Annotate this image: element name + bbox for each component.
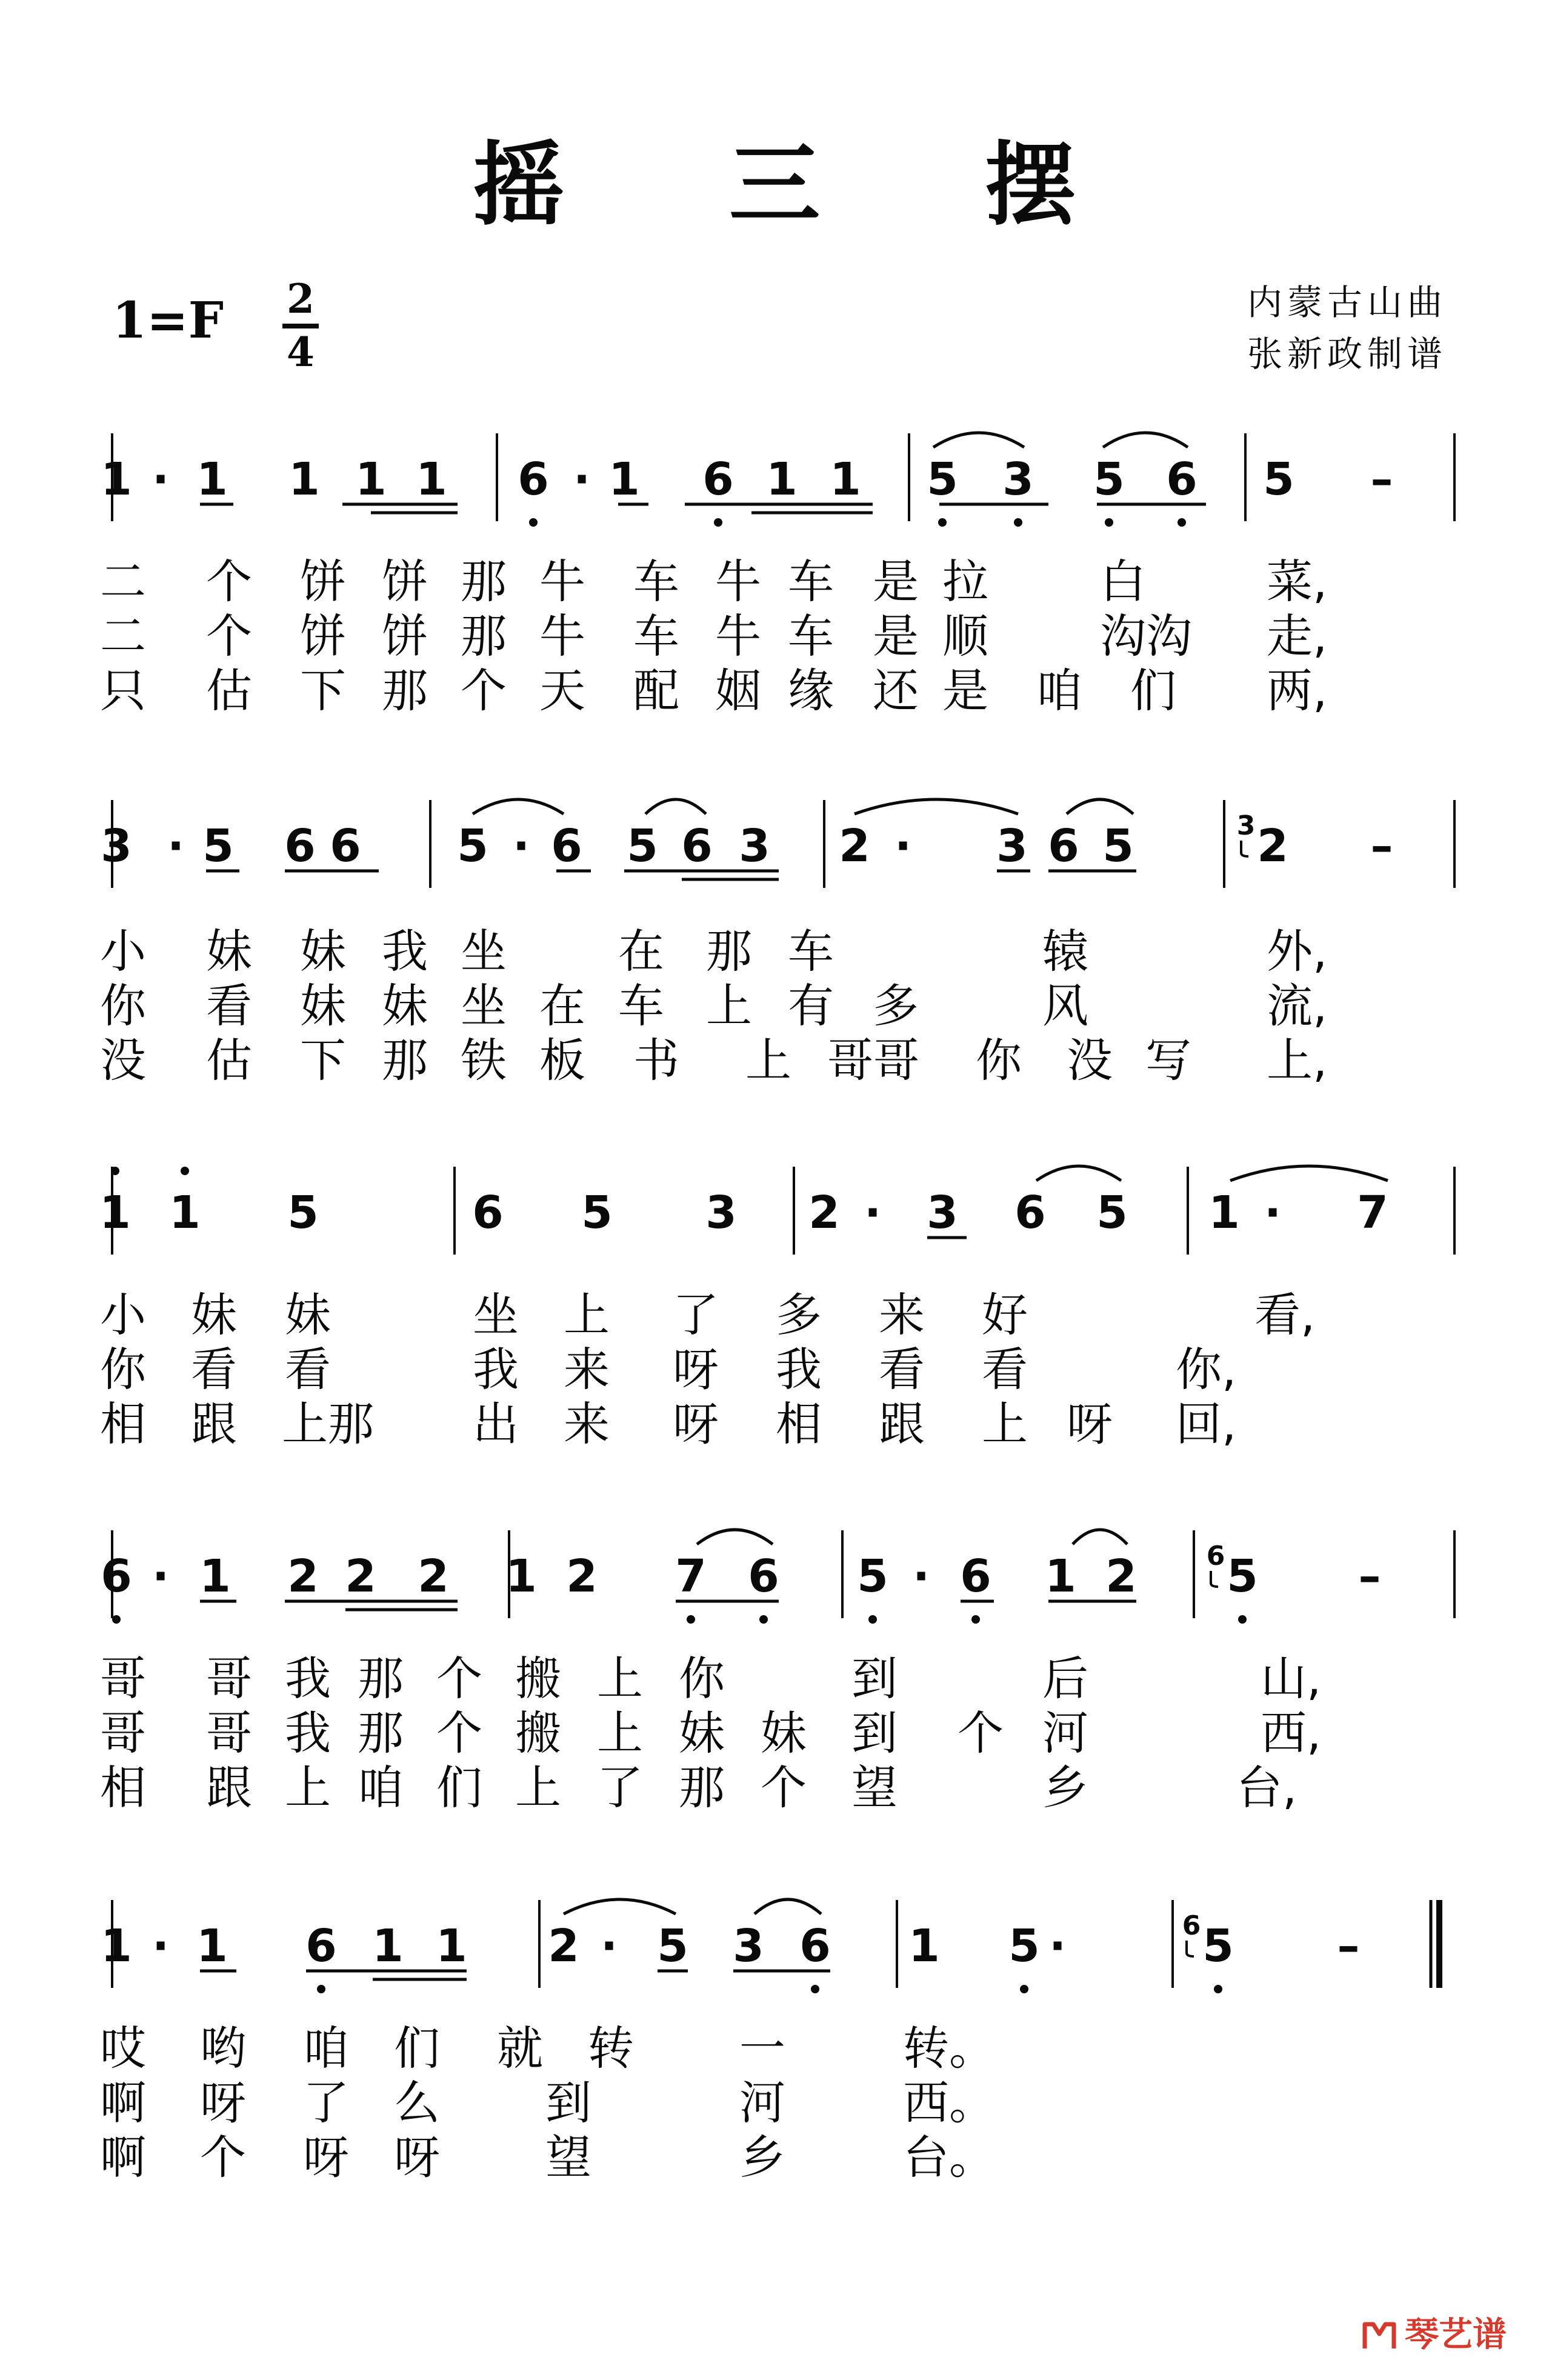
note: 1 — [608, 453, 640, 505]
note: 6 — [748, 1550, 779, 1602]
origin-credit: 内蒙古山曲 — [1247, 282, 1447, 323]
lyric-syllable: 沟沟 — [1100, 609, 1192, 663]
lyric-syllable: 牛 — [539, 609, 585, 663]
grace-note-hook — [1241, 841, 1248, 856]
lower-octave-dot — [529, 518, 538, 527]
lyric-syllable: 西, — [1261, 1706, 1322, 1760]
note: 3 — [739, 820, 770, 872]
lyric-syllable: 哎 — [100, 2021, 146, 2075]
lyric-syllable: 哥 — [100, 1706, 146, 1760]
lower-octave-dot — [971, 1615, 980, 1624]
lyric-syllable: 估 — [206, 664, 252, 718]
note: 7 — [675, 1550, 707, 1602]
slur — [697, 1530, 773, 1544]
upper-octave-dot — [111, 1167, 119, 1175]
lyric-syllable: 到 — [851, 1706, 898, 1760]
lyric-syllable: 配 — [633, 664, 679, 718]
note: 1 — [288, 453, 320, 505]
lyric-syllable: 咱 — [303, 2021, 349, 2075]
lyric-syllable: 板 — [539, 1033, 585, 1087]
lyric-syllable: 看 — [285, 1342, 331, 1396]
lyric-syllable: 车 — [618, 979, 664, 1033]
lower-octave-dot — [1105, 518, 1113, 527]
lyric-syllable: 小 — [100, 924, 146, 978]
lyric-syllable: 外, — [1267, 924, 1328, 978]
lyric-syllable: 多 — [873, 979, 919, 1033]
lower-octave-dot — [317, 1985, 325, 1993]
note: 5 — [857, 1550, 888, 1602]
note: 7 — [1357, 1187, 1388, 1239]
note: 1 — [101, 453, 132, 505]
note: 5 — [927, 453, 958, 505]
grace-note-hook — [1187, 1941, 1194, 1956]
lyric-syllable: 来 — [564, 1397, 610, 1451]
lyric-syllable: 菜, — [1267, 555, 1328, 608]
note: 1 — [416, 453, 447, 505]
lyric-syllable: 那 — [382, 1033, 428, 1087]
dot-extension: · — [167, 820, 185, 872]
dash-extension: – — [1337, 1920, 1360, 1972]
note: 1 — [101, 1920, 132, 1972]
slur — [755, 1899, 821, 1914]
note: 2 — [287, 1550, 319, 1602]
lyric-syllable: 搬 — [515, 1706, 561, 1760]
lower-octave-dot — [1238, 1615, 1247, 1624]
lyric-syllable: 回, — [1176, 1397, 1237, 1451]
lyric-syllable: 二 — [100, 555, 146, 608]
lyric-syllable: 我 — [473, 1342, 519, 1396]
lyric-syllable: 妹 — [300, 979, 346, 1033]
lyric-syllable: 你 — [100, 1342, 146, 1396]
lyric-syllable: 在 — [618, 924, 664, 978]
note: 5 — [1263, 453, 1294, 505]
note: 6 — [330, 820, 361, 872]
note: 5 — [1227, 1550, 1258, 1602]
lyric-syllable: 了 — [673, 1288, 719, 1342]
lyric-syllable: 呀 — [1067, 1397, 1113, 1451]
slur — [1230, 1166, 1388, 1181]
slur — [1073, 1530, 1127, 1544]
note: 5 — [581, 1187, 613, 1239]
lyric-syllable: 我 — [285, 1652, 331, 1705]
lyric-syllable: 望 — [851, 1761, 898, 1815]
lyric-syllable: 妹 — [761, 1706, 807, 1760]
lyric-syllable: 下 — [300, 1033, 346, 1087]
slur — [473, 799, 564, 814]
lyric-syllable: 望 — [545, 2130, 591, 2184]
lyric-syllable: 那 — [358, 1652, 404, 1705]
lyric-syllable: 那 — [706, 924, 752, 978]
lyric-syllable: 是 — [873, 555, 919, 608]
lyric-syllable: 呀 — [303, 2130, 349, 2184]
lower-octave-dot — [1014, 518, 1022, 527]
lyric-syllable: 在 — [539, 979, 585, 1033]
note: 1 — [1208, 1187, 1240, 1239]
lyric-syllable: 是 — [873, 609, 919, 663]
slur — [1036, 1166, 1121, 1181]
song-title: 摇 三 摆 — [473, 132, 1143, 238]
lyric-syllable: 妹 — [679, 1706, 725, 1760]
note: 6 — [960, 1550, 991, 1602]
lyric-syllable: 那 — [679, 1761, 725, 1815]
lyric-syllable: 坐 — [461, 979, 507, 1033]
lyric-syllable: 你, — [1176, 1342, 1237, 1396]
slur — [564, 1899, 676, 1914]
lyric-syllable: 牛 — [715, 609, 761, 663]
lyric-syllable: 有 — [788, 979, 834, 1033]
upper-octave-dot — [181, 1167, 189, 1175]
lyric-syllable: 二 — [100, 609, 146, 663]
lyric-syllable: 好 — [982, 1288, 1028, 1342]
slur — [1067, 799, 1133, 814]
lyric-syllable: 呀 — [394, 2130, 440, 2184]
note: 2 — [839, 820, 870, 872]
note: 5 — [1202, 1920, 1234, 1972]
lyric-syllable: 上那 — [282, 1397, 374, 1451]
lyric-syllable: 呀 — [200, 2076, 246, 2130]
lyric-syllable: 车 — [788, 555, 834, 608]
lyric-syllable: 你 — [679, 1652, 725, 1705]
watermark — [1360, 2316, 1507, 2355]
lyric-syllable: 一 — [739, 2021, 785, 2075]
lyric-syllable: 个 — [761, 1761, 807, 1815]
lyric-syllable: 是 — [942, 664, 988, 718]
time-signature-numerator: 2 — [287, 275, 315, 322]
lyric-syllable: 走, — [1267, 609, 1328, 663]
lyric-syllable: 没 — [100, 1033, 146, 1087]
note: 6 — [1048, 820, 1079, 872]
lyric-syllable: 饼 — [300, 609, 346, 663]
lyric-syllable: 牛 — [715, 555, 761, 608]
lyric-syllable: 到 — [851, 1652, 898, 1705]
lyric-syllable: 咱 — [1036, 664, 1082, 718]
dot-extension: · — [600, 1920, 618, 1972]
note: 2 — [1257, 820, 1288, 872]
lyric-syllable: 呀 — [673, 1342, 719, 1396]
lyric-syllable: 转 — [588, 2021, 634, 2075]
lyric-syllable: 来 — [564, 1342, 610, 1396]
lyric-syllable: 们 — [1130, 664, 1176, 718]
lyric-syllable: 河 — [1042, 1706, 1088, 1760]
slur — [645, 799, 706, 814]
lyric-syllable: 上 — [745, 1033, 791, 1087]
note: 5 — [1102, 820, 1134, 872]
dot-extension: · — [1264, 1187, 1282, 1239]
lyric-syllable: 上 — [515, 1761, 561, 1815]
lyric-syllable: 看 — [191, 1342, 237, 1396]
note: 2 — [345, 1550, 376, 1602]
note: 6 — [101, 1550, 132, 1602]
dot-extension: · — [573, 453, 591, 505]
lyric-syllable: 辕 — [1042, 924, 1088, 978]
lyric-syllable: 跟 — [879, 1397, 925, 1451]
lyric-syllable: 我 — [382, 924, 428, 978]
lyric-syllable: 拉 — [942, 555, 988, 608]
lyric-syllable: 个 — [436, 1652, 482, 1705]
lyric-syllable: 个 — [436, 1706, 482, 1760]
lyric-syllable: 哥哥 — [827, 1033, 919, 1087]
grace-note-hook — [1211, 1571, 1218, 1587]
note: 5 — [627, 820, 658, 872]
lyric-syllable: 后 — [1042, 1652, 1088, 1705]
lyric-syllable: 下 — [300, 664, 346, 718]
lyric-syllable: 妹 — [285, 1288, 331, 1342]
note: 1 — [1045, 1550, 1076, 1602]
note: 1 — [766, 453, 798, 505]
lyric-syllable: 白 — [1100, 555, 1146, 608]
note: 3 — [996, 820, 1028, 872]
note: 1 — [908, 1920, 940, 1972]
lyric-syllable: 车 — [633, 609, 679, 663]
lyric-syllable: 啊 — [100, 2130, 146, 2184]
dash-extension: – — [1370, 453, 1393, 505]
lyric-syllable: 相 — [100, 1397, 146, 1451]
note: 6 — [702, 453, 734, 505]
lyric-syllable: 出 — [473, 1397, 519, 1451]
lyric-syllable: 小 — [100, 1288, 146, 1342]
note: 6 — [551, 820, 582, 872]
lyric-syllable: 看 — [982, 1342, 1028, 1396]
note: 3 — [1002, 453, 1034, 505]
lyric-syllable: 跟 — [206, 1761, 252, 1815]
lyric-syllable: 只 — [100, 664, 146, 718]
grace-note: 3 — [1236, 810, 1256, 841]
lyric-syllable: 么 — [394, 2076, 440, 2130]
note: 1 — [196, 1920, 228, 1972]
note: 1 — [199, 1550, 231, 1602]
lyric-syllable: 那 — [461, 555, 507, 608]
lyric-syllable: 妹 — [191, 1288, 237, 1342]
watermark-logo-icon — [1360, 2316, 1399, 2355]
lyric-syllable: 看, — [1254, 1288, 1316, 1342]
lyric-syllable: 个 — [958, 1706, 1004, 1760]
note: 6 — [472, 1187, 504, 1239]
lyric-syllable: 上 — [982, 1397, 1028, 1451]
slur — [1103, 433, 1188, 447]
note: 2 — [566, 1550, 598, 1602]
lyric-syllable: 乡 — [739, 2130, 785, 2184]
note: 1 — [830, 453, 861, 505]
note: 2 — [808, 1187, 840, 1239]
lyric-syllable: 到 — [545, 2076, 591, 2130]
lyric-syllable: 那 — [382, 664, 428, 718]
lyric-syllable: 流, — [1267, 979, 1328, 1033]
lyric-syllable: 个 — [206, 555, 252, 608]
grace-note: 6 — [1182, 1910, 1201, 1941]
lyric-syllable: 乡 — [1042, 1761, 1088, 1815]
lyric-syllable: 写 — [1145, 1033, 1191, 1087]
dot-extension: · — [152, 1920, 170, 1972]
note: 1 — [355, 453, 387, 505]
lyric-syllable: 相 — [776, 1397, 822, 1451]
note: 5 — [457, 820, 488, 872]
lyric-syllable: 缘 — [788, 664, 834, 718]
dash-extension: – — [1358, 1550, 1381, 1602]
lyric-syllable: 上 — [597, 1652, 643, 1705]
watermark-text: 琴艺谱 — [1405, 2315, 1507, 2355]
lower-octave-dot — [938, 518, 947, 527]
lyric-syllable: 书 — [633, 1033, 679, 1087]
lyric-syllable: 车 — [788, 924, 834, 978]
dot-extension: · — [152, 453, 170, 505]
lower-octave-dot — [1178, 518, 1186, 527]
note: 6 — [799, 1920, 831, 1972]
lyric-syllable: 哥 — [206, 1652, 252, 1705]
note: 2 — [548, 1920, 579, 1972]
lyric-syllable: 了 — [597, 1761, 643, 1815]
lyric-syllable: 相 — [100, 1761, 146, 1815]
lyric-syllable: 哥 — [206, 1706, 252, 1760]
note: 3 — [733, 1920, 764, 1972]
dash-extension: – — [1370, 820, 1393, 872]
lyric-syllable: 饼 — [382, 609, 428, 663]
note: 1 — [169, 1187, 201, 1239]
lyric-syllable: 还 — [873, 664, 919, 718]
lower-octave-dot — [1020, 1985, 1028, 1993]
lower-octave-dot — [112, 1615, 121, 1624]
lyric-syllable: 山, — [1261, 1652, 1322, 1705]
note: 5 — [657, 1920, 688, 1972]
note: 5 — [287, 1187, 319, 1239]
note: 1 — [372, 1920, 404, 1972]
lyric-syllable: 你 — [100, 979, 146, 1033]
note: 5 — [1096, 1187, 1128, 1239]
lower-octave-dot — [714, 518, 722, 527]
lyric-syllable: 转。 — [903, 2021, 995, 2075]
lyric-syllable: 车 — [788, 609, 834, 663]
lyric-syllable: 饼 — [382, 555, 428, 608]
dot-extension: · — [894, 820, 912, 872]
dot-extension: · — [864, 1187, 882, 1239]
note: 6 — [681, 820, 713, 872]
lyric-syllable: 上 — [285, 1761, 331, 1815]
lyric-syllable: 坐 — [473, 1288, 519, 1342]
dot-extension: · — [1048, 1920, 1067, 1972]
lyric-syllable: 风 — [1042, 979, 1088, 1033]
lyric-syllable: 来 — [879, 1288, 925, 1342]
lyric-syllable: 上 — [706, 979, 752, 1033]
lyric-syllable: 咱 — [358, 1761, 404, 1815]
lyric-syllable: 西。 — [903, 2076, 995, 2130]
lower-octave-dot — [1214, 1985, 1222, 1993]
lyric-syllable: 我 — [776, 1342, 822, 1396]
lyric-syllable: 两, — [1267, 664, 1328, 718]
lyric-syllable: 铁 — [461, 1033, 507, 1087]
dot-extension: · — [512, 820, 530, 872]
lower-octave-dot — [811, 1985, 819, 1993]
lyric-syllable: 你 — [976, 1033, 1022, 1087]
lyric-syllable: 台, — [1236, 1761, 1297, 1815]
note: 5 — [1008, 1920, 1040, 1972]
lyric-syllable: 个 — [200, 2130, 246, 2184]
slur — [933, 433, 1024, 447]
note: 1 — [505, 1550, 537, 1602]
note: 2 — [1105, 1550, 1137, 1602]
dot-extension: · — [152, 1550, 170, 1602]
lyric-syllable: 看 — [879, 1342, 925, 1396]
lyric-syllable: 姻 — [715, 664, 761, 718]
lyric-syllable: 哟 — [200, 2021, 246, 2075]
grace-note: 6 — [1206, 1541, 1225, 1572]
lower-octave-dot — [759, 1615, 768, 1624]
note: 3 — [101, 820, 132, 872]
note: 3 — [927, 1187, 958, 1239]
lyric-syllable: 们 — [436, 1761, 482, 1815]
lower-octave-dot — [868, 1615, 877, 1624]
lyric-syllable: 那 — [358, 1706, 404, 1760]
note: 3 — [705, 1187, 737, 1239]
arranger-credit: 张新政制谱 — [1247, 333, 1447, 375]
note: 5 — [1093, 453, 1125, 505]
note: 2 — [418, 1550, 449, 1602]
lyric-syllable: 上 — [597, 1706, 643, 1760]
lyric-syllable: 多 — [776, 1288, 822, 1342]
note: 6 — [518, 453, 549, 505]
lyric-syllable: 顺 — [942, 609, 988, 663]
lyric-syllable: 了 — [303, 2076, 349, 2130]
lyric-syllable: 上, — [1267, 1033, 1328, 1087]
time-signature-denominator: 4 — [287, 328, 315, 376]
lyric-syllable: 估 — [206, 1033, 252, 1087]
lyric-syllable: 河 — [739, 2076, 785, 2130]
lyric-syllable: 个 — [206, 609, 252, 663]
lyric-syllable: 们 — [394, 2021, 440, 2075]
lyric-syllable: 妹 — [300, 924, 346, 978]
lyric-syllable: 没 — [1067, 1033, 1113, 1087]
lyric-syllable: 妹 — [382, 979, 428, 1033]
lyric-syllable: 个 — [461, 664, 507, 718]
note: 5 — [202, 820, 234, 872]
note: 1 — [196, 453, 228, 505]
note: 1 — [99, 1187, 131, 1239]
lyric-syllable: 妹 — [206, 924, 252, 978]
lyric-syllable: 搬 — [515, 1652, 561, 1705]
lyric-syllable: 呀 — [673, 1397, 719, 1451]
lyric-syllable: 上 — [564, 1288, 610, 1342]
lyric-syllable: 牛 — [539, 555, 585, 608]
dot-extension: · — [912, 1550, 930, 1602]
lyric-syllable: 看 — [206, 979, 252, 1033]
note: 6 — [1166, 453, 1198, 505]
lyric-syllable: 饼 — [300, 555, 346, 608]
note: 6 — [1014, 1187, 1046, 1239]
note: 6 — [305, 1920, 337, 1972]
lyric-syllable: 天 — [539, 664, 585, 718]
note: 1 — [436, 1920, 467, 1972]
lyric-syllable: 哥 — [100, 1652, 146, 1705]
lyric-syllable: 啊 — [100, 2076, 146, 2130]
note: 6 — [284, 820, 316, 872]
lyric-syllable: 就 — [497, 2021, 543, 2075]
lower-octave-dot — [687, 1615, 695, 1624]
lyric-syllable: 跟 — [191, 1397, 237, 1451]
lyric-syllable: 我 — [285, 1706, 331, 1760]
key-signature: 1=F — [112, 292, 224, 350]
lyric-syllable: 台。 — [903, 2130, 995, 2184]
slur — [854, 799, 1018, 814]
lyric-syllable: 坐 — [461, 924, 507, 978]
lyric-syllable: 车 — [633, 555, 679, 608]
lyric-syllable: 那 — [461, 609, 507, 663]
